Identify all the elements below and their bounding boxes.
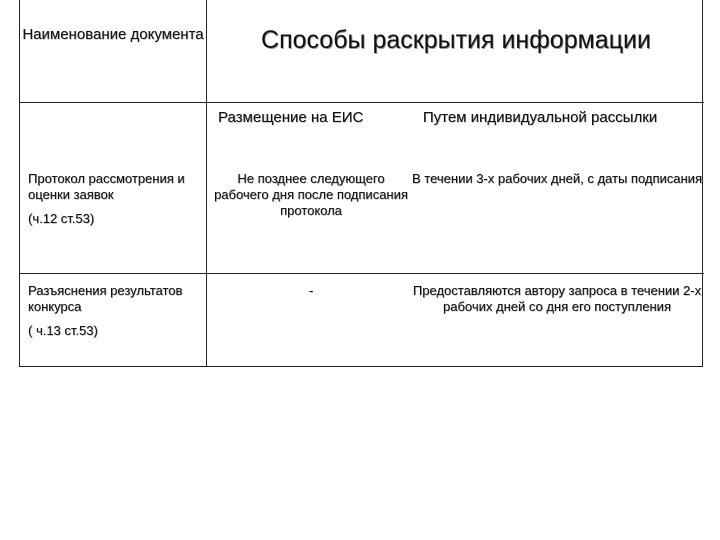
- header-disclosure-methods: Способы раскрытия информации: [261, 26, 651, 54]
- row1-document: [28, 171, 198, 227]
- row2-document-label: Разъяснения результатов конкурса: [28, 283, 183, 314]
- row1-eis-term: Не позднее следующего рабочего дня после подписания протокола: [214, 171, 408, 218]
- row1-document-label: Протокол рассмотрения и оценки заявок: [28, 171, 185, 202]
- disclosure-table: [19, 0, 703, 367]
- header-document-name: Наименование документа: [22, 26, 204, 43]
- row1-mailing-term: В течении 3-х рабочих дней, с даты подписания: [412, 171, 702, 186]
- column-divider-doc: [206, 0, 207, 367]
- row2-document: [28, 283, 206, 339]
- row2-eis-term: -: [308, 283, 314, 298]
- row-divider-row1: [20, 273, 704, 274]
- row2-legal-reference: ( ч.13 ст.53): [28, 323, 98, 338]
- subheader-mailing: Путем индивидуальной рассылки: [422, 109, 658, 126]
- subheader-eis: Размещение на ЕИС: [218, 109, 364, 126]
- row-divider-header: [20, 102, 704, 103]
- row2-mailing-term: Предоставляются автору запроса в течении 2-х рабочих дней со дня его поступления: [412, 283, 702, 314]
- row1-legal-reference: (ч.12 ст.53): [28, 211, 95, 226]
